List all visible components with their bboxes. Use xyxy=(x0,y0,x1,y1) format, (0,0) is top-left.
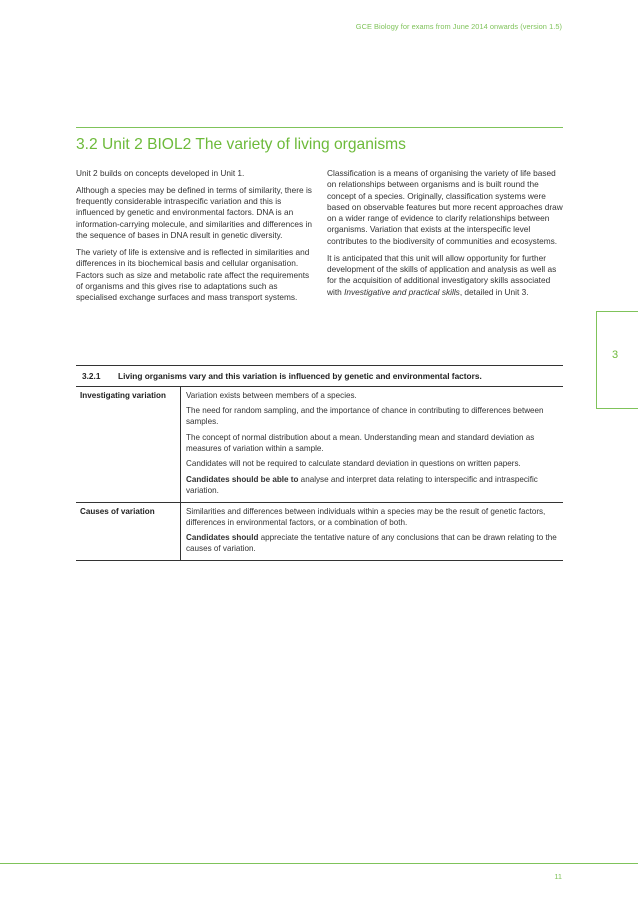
content-paragraph xyxy=(186,532,558,554)
intro-paragraph: Classification is a means of organising the variety of life based on relationships between organisms and is built round the concept of a species. Originally, classification systems were based on observable features but more recent approaches draw on a wider range of evidence to clarify relationships between organisms. Variation that exists at the interspecific level contributes to the biodiversity of communities and ecosystems. xyxy=(327,168,563,246)
page-number: 11 xyxy=(554,872,562,881)
content-paragraph xyxy=(186,474,558,496)
table-row xyxy=(76,387,563,503)
intro-paragraph: Unit 2 builds on concepts developed in Unit 1. xyxy=(76,168,245,178)
content-paragraph: Candidates will not be required to calculate standard deviation in questions on written papers. xyxy=(186,459,521,469)
specification-table xyxy=(76,365,563,561)
italic-term: Investigative and practical skills xyxy=(344,286,460,297)
content-paragraph: Similarities and differences between individuals within a species may be the result of genetic factors, differences in environmental factors, or a combination of both. xyxy=(186,506,546,527)
title-rule xyxy=(76,127,563,128)
bold-lead: Candidates should be able to xyxy=(186,474,299,484)
table-row xyxy=(76,502,563,560)
text-run: , detailed in Unit 3. xyxy=(459,286,529,297)
text-run: appreciate the tentative nature of any conclusions that can be drawn relating to the causes of variation. xyxy=(186,532,557,553)
side-tab-number: 3 xyxy=(612,349,619,361)
intro-paragraph: The variety of life is extensive and is reflected in similarities and differences in its biochemical basis and cellular organisation. Factors such as size and metabolic rate affect the requirements of organisms and this gives rise to adaptations such as specialised exchange surfaces and mass transport systems. xyxy=(76,246,310,303)
bold-lead: Candidates should xyxy=(186,532,259,542)
content-paragraph: The need for random sampling, and the importance of chance in contributing to differences between samples. xyxy=(186,406,544,427)
intro-right-column xyxy=(327,168,565,303)
row-label: Investigating variation xyxy=(76,387,181,503)
table-heading xyxy=(76,366,563,387)
row-label: Causes of variation xyxy=(76,502,181,560)
content-paragraph: Variation exists between members of a species. xyxy=(186,391,357,400)
intro-left-column xyxy=(76,168,316,309)
row-content xyxy=(181,502,564,560)
content-paragraph: The concept of normal distribution about a mean. Understanding mean and standard deviation as measures of variation within a sample. xyxy=(186,432,535,453)
section-title: 3.2 Unit 2 BIOL2 The variety of living organisms xyxy=(76,136,406,153)
footer-rule xyxy=(0,863,638,864)
intro-paragraph xyxy=(327,253,565,298)
subsection-heading: Living organisms vary and this variation is influenced by genetic and environmental factors. xyxy=(118,371,482,381)
subsection-number: 3.2.1 xyxy=(82,371,101,381)
intro-paragraph: Although a species may be defined in terms of similarity, there is frequently considerable intraspecific variation and this is influenced by genetic and environmental factors. DNA is an information-carrying molecule, and similarities and differences in the sequence of bases in DNA result in genetic diversity. xyxy=(76,184,312,241)
table-header-row xyxy=(76,366,563,387)
running-header: GCE Biology for exams from June 2014 onwards (version 1.5) xyxy=(355,22,562,31)
text-run: It is anticipated that this unit will allow opportunity for further development of the skills of application and analysis as well as for the acquisition of additional investigatory skills associated with xyxy=(327,252,557,297)
text-run: analyse and interpret data relating to interspecific and intraspecific variation. xyxy=(186,474,538,495)
row-content xyxy=(181,387,564,503)
